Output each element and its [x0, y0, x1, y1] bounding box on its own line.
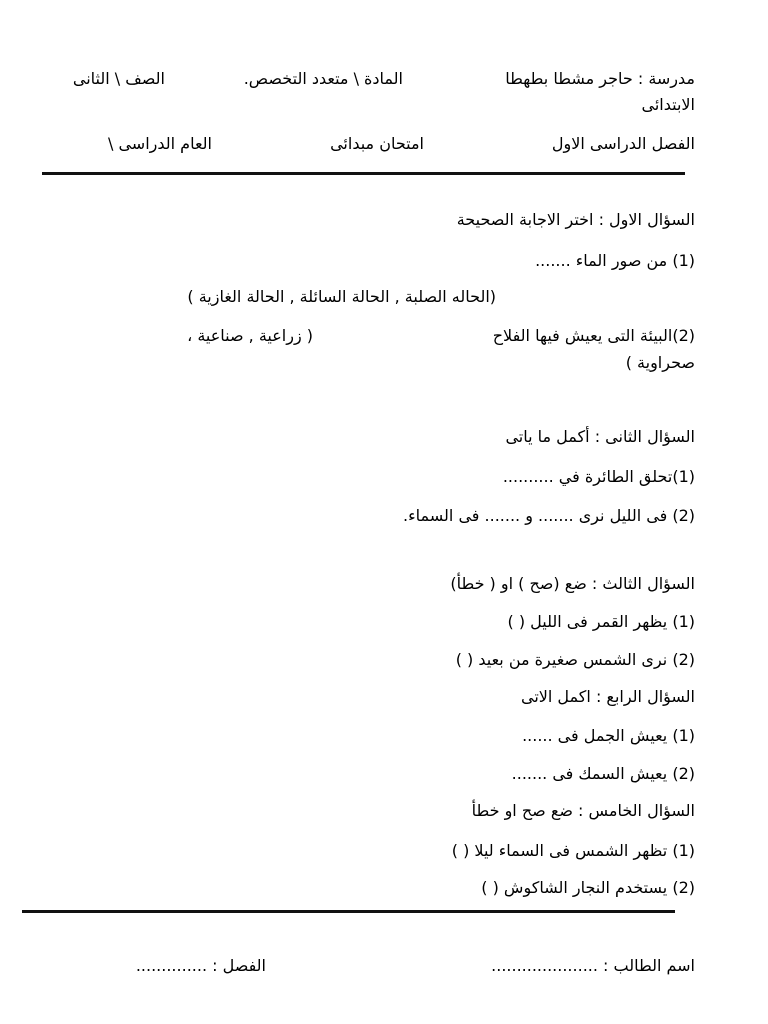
- q3-title: السؤال الثالث : ضع (صح ) او ( خطأ): [450, 574, 695, 593]
- q1-item2-options: ( زراعية , صناعية ،: [187, 326, 313, 345]
- q2-title: السؤال الثانى : أكمل ما ياتى: [505, 427, 695, 446]
- q1-item1: (1) من صور الماء .......: [535, 251, 695, 270]
- q5-item2: (2) يستخدم النجار الشاكوش ( ): [481, 878, 695, 897]
- footer-divider: [22, 910, 675, 913]
- q2-item1: (1)تحلق الطائرة في ..........: [502, 467, 695, 486]
- q1-item2: (2)البيئة التى يعيش فيها الفلاح: [492, 326, 695, 345]
- grade-continued: الابتدائى: [641, 95, 695, 114]
- q4-title: السؤال الرابع : اكمل الاتى: [520, 687, 695, 706]
- q1-item1-options: (الحاله الصلبة , الحالة السائلة , الحالة الغازية ): [187, 287, 496, 306]
- school-name: مدرسة : حاجر مشطا بطهطا: [505, 69, 695, 88]
- header-divider: [42, 172, 685, 175]
- student-name-field: اسم الطالب : .....................: [491, 956, 695, 975]
- grade: الصف \ الثانى: [72, 69, 165, 88]
- exam-title: امتحان مبدائى: [330, 134, 424, 153]
- q1-title: السؤال الاول : اختر الاجابة الصحيحة: [456, 210, 695, 229]
- q5-item1: (1) تظهر الشمس فى السماء ليلا ( ): [451, 841, 695, 860]
- q1-item2-options-cont: صحراوية ): [625, 353, 695, 372]
- q5-title: السؤال الخامس : ضع صح او خطأ: [471, 801, 695, 820]
- q3-item1: (1) يظهر القمر فى الليل ( ): [507, 612, 695, 631]
- academic-year: العام الدراسى \: [107, 134, 212, 153]
- class-field: الفصل : ..............: [135, 956, 266, 975]
- q4-item1: (1) يعيش الجمل فى ......: [522, 726, 695, 745]
- q2-item2: (2) فى الليل نرى ....... و ....... فى السماء.: [403, 506, 695, 525]
- q3-item2: (2) نرى الشمس صغيرة من بعيد ( ): [455, 650, 695, 669]
- term: الفصل الدراسى الاول: [551, 134, 695, 153]
- subject: المادة \ متعدد التخصص.: [243, 69, 403, 88]
- q4-item2: (2) يعيش السمك فى .......: [511, 764, 695, 783]
